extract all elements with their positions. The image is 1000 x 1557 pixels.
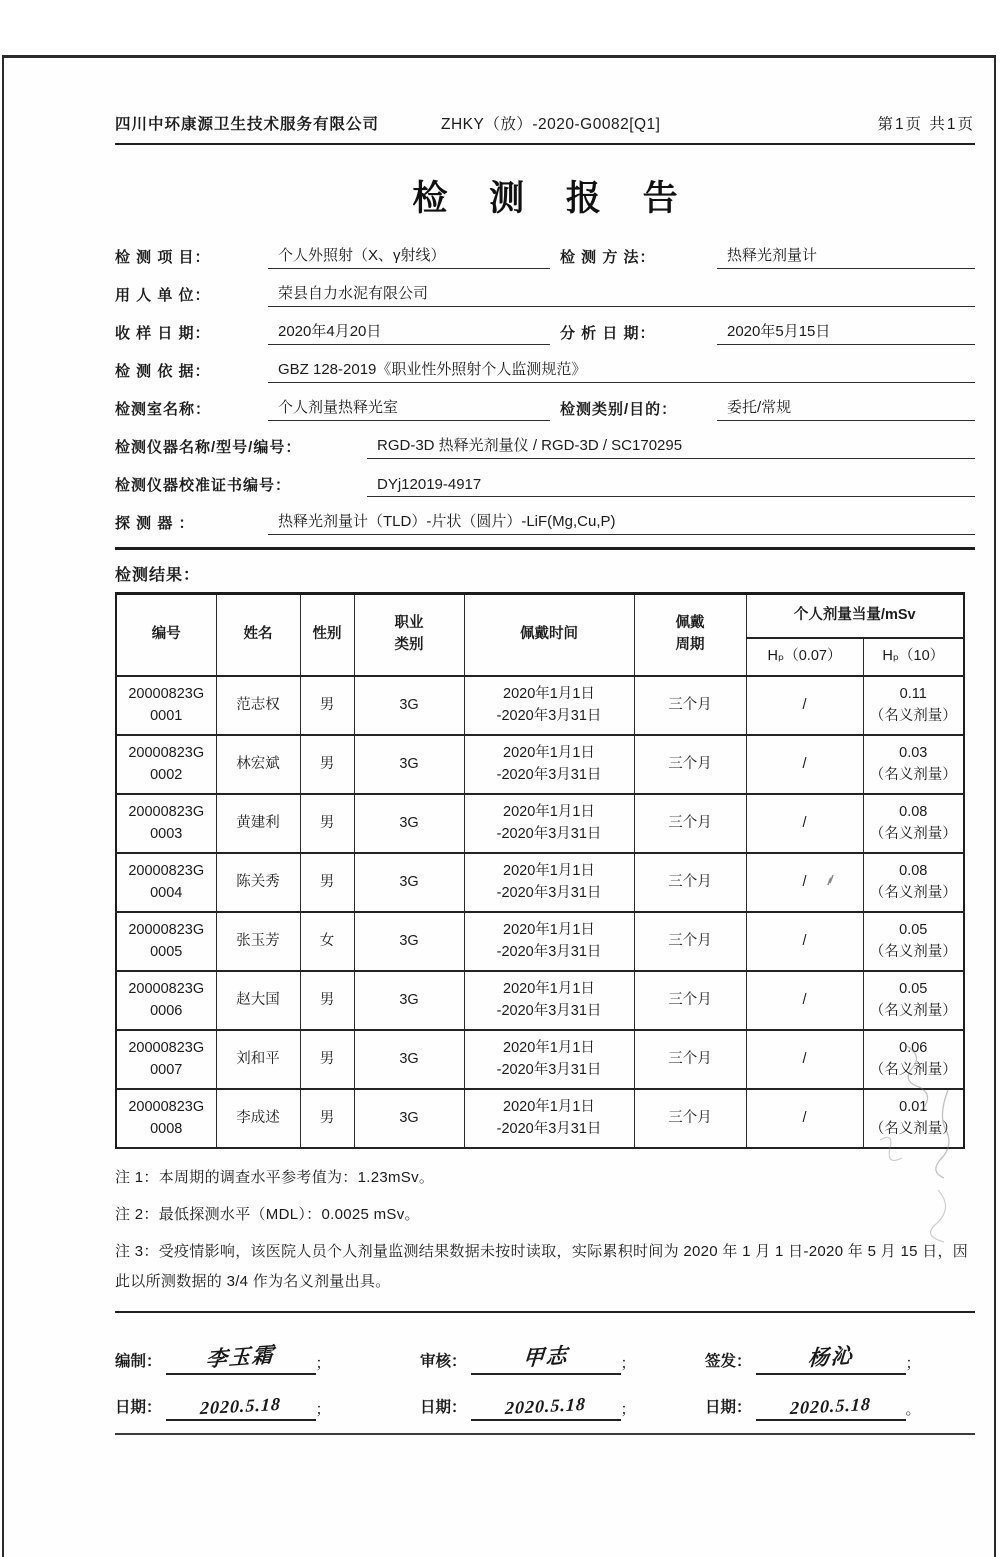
table-row: [116, 794, 964, 853]
cell-id: [116, 676, 216, 735]
col-header-job-line2: 类别: [394, 637, 424, 653]
cell-sex: 男: [300, 853, 354, 912]
cell-name: 李成述: [216, 1089, 300, 1148]
sample-date-label: 收 样 日 期：: [115, 325, 211, 342]
analysis-date-label: 分 析 日 期：: [560, 325, 656, 342]
signature-divider: [115, 1311, 975, 1313]
cell-id: [116, 1030, 216, 1089]
table-row: [116, 853, 964, 912]
hp10-note: （名义剂量）: [869, 707, 957, 724]
table-row: [116, 1030, 964, 1089]
time-line1: 2020年1月1日: [503, 744, 595, 761]
cell-job: 3G: [354, 1089, 464, 1148]
id-line1: 20000823G: [128, 685, 205, 702]
date-text: 2020.5.18: [199, 1393, 282, 1419]
prepared-date-line: [115, 1375, 420, 1421]
cell-job: 3G: [354, 853, 464, 912]
cell-wear-time: [464, 853, 634, 912]
cell-sex: 男: [300, 676, 354, 735]
reviewed-date-line: [420, 1375, 705, 1421]
hp10-value: 0.11: [899, 685, 927, 702]
cell-hp007: /: [746, 794, 863, 853]
results-section-label: 检测结果：: [115, 567, 201, 584]
test-item-value: 个人外照射（X、γ射线）: [268, 244, 550, 269]
note-2: 注 2：最低探测水平（MDL）：0.0025 mSv。: [115, 1206, 420, 1223]
time-line1: 2020年1月1日: [503, 921, 595, 938]
cell-cycle: 三个月: [634, 912, 746, 971]
hp10-value: 0.08: [899, 803, 928, 820]
punctuation: ；: [620, 1401, 636, 1418]
time-line1: 2020年1月1日: [503, 685, 595, 702]
prepared-date-label: 日期：: [115, 1399, 162, 1416]
id-line2: 0002: [150, 766, 183, 783]
cell-hp007: /: [746, 735, 863, 794]
hp10-value: 0.01: [899, 1098, 928, 1115]
cell-hp10: [863, 1089, 964, 1148]
cell-name: 赵大国: [216, 971, 300, 1030]
document-number: ZHKY（放）-2020-G0082[Q1]: [441, 116, 661, 133]
col-header-job-line1: 职业: [394, 615, 424, 632]
date-text: 2020.5.18: [504, 1393, 587, 1419]
table-row: [116, 912, 964, 971]
hp10-note: （名义剂量）: [869, 1061, 957, 1078]
issued-by-column: [705, 1329, 975, 1421]
punctuation: ；: [620, 1355, 636, 1372]
footer-rule: [115, 1433, 975, 1435]
signature-text: 甲志: [521, 1343, 570, 1371]
reviewed-by-line: [420, 1329, 705, 1375]
id-line1: 20000823G: [128, 921, 205, 938]
hp10-value: 0.05: [899, 980, 928, 997]
cell-wear-time: [464, 1089, 634, 1148]
test-basis-value: GBZ 128-2019《职业性外照射个人监测规范》: [268, 358, 975, 383]
cell-job: 3G: [354, 794, 464, 853]
instrument-label: 检测仪器名称/型号/编号：: [115, 439, 302, 456]
calibration-cert-value: DYj12019-4917: [367, 476, 975, 497]
test-method-label: 检 测 方 法：: [560, 249, 656, 266]
issued-by-label: 签发：: [705, 1353, 752, 1370]
cell-hp007: /: [746, 676, 863, 735]
notes-section: [115, 1163, 975, 1297]
time-line2: -2020年3月31日: [496, 766, 602, 783]
cell-sex: 女: [300, 912, 354, 971]
cell-hp10: [863, 676, 964, 735]
cell-job: 3G: [354, 676, 464, 735]
signature-text: 李玉霜: [205, 1342, 276, 1372]
cell-name: 张玉芳: [216, 912, 300, 971]
cell-wear-time: [464, 735, 634, 794]
cell-name: 范志权: [216, 676, 300, 735]
punctuation: ；: [315, 1355, 331, 1372]
cell-hp10: [863, 1030, 964, 1089]
col-header-job-category: [354, 594, 464, 677]
cell-job: 3G: [354, 1030, 464, 1089]
time-line1: 2020年1月1日: [503, 803, 595, 820]
id-line1: 20000823G: [128, 803, 205, 820]
cell-id: [116, 912, 216, 971]
note-3: 注 3：受疫情影响，该医院人员个人剂量监测结果数据未按时读取，实际累积时间为 2020 年 1 月 1 日-2020 年 5 月 15 日，因此以所测数据的 3/4 作为名义剂量出具。: [115, 1243, 969, 1290]
cell-cycle: 三个月: [634, 1089, 746, 1148]
detector-value: 热释光剂量计（TLD）-片状（圆片）-LiF(Mg,Cu,P): [268, 510, 975, 535]
id-line1: 20000823G: [128, 744, 205, 761]
cell-cycle: 三个月: [634, 1030, 746, 1089]
reviewed-by-label: 审核：: [420, 1353, 467, 1370]
employer-label: 用 人 单 位：: [115, 287, 211, 304]
id-line2: 0003: [150, 825, 183, 842]
cell-name: 陈关秀: [216, 853, 300, 912]
prepared-date-value: [166, 1393, 316, 1421]
date-text: 2020.5.18: [789, 1393, 872, 1419]
hp10-note: （名义剂量）: [869, 825, 957, 842]
calibration-cert-label: 检测仪器校准证书编号：: [115, 477, 292, 494]
time-line1: 2020年1月1日: [503, 1098, 595, 1115]
signature-block: [115, 1329, 975, 1421]
cell-hp007: /: [746, 1030, 863, 1089]
cell-wear-time: [464, 971, 634, 1030]
time-line1: 2020年1月1日: [503, 980, 595, 997]
cell-hp007: /: [746, 971, 863, 1030]
id-line1: 20000823G: [128, 1039, 205, 1056]
field-row-employer: [115, 269, 975, 307]
hp10-note: （名义剂量）: [869, 1002, 957, 1019]
cell-id: [116, 735, 216, 794]
lab-name-value: 个人剂量热释光室: [268, 396, 550, 421]
field-row-basis: [115, 345, 975, 383]
cell-sex: 男: [300, 1089, 354, 1148]
id-line2: 0007: [150, 1061, 183, 1078]
cell-hp007: /: [746, 853, 863, 912]
lab-name-label: 检测室名称：: [115, 401, 212, 418]
cell-cycle: 三个月: [634, 676, 746, 735]
time-line1: 2020年1月1日: [503, 1039, 595, 1056]
field-row-lab-category: [115, 383, 975, 421]
cell-wear-time: [464, 1030, 634, 1089]
hp10-note: （名义剂量）: [869, 884, 957, 901]
cell-id: [116, 853, 216, 912]
cell-sex: 男: [300, 971, 354, 1030]
cell-sex: 男: [300, 1030, 354, 1089]
col-header-dose-group: 个人剂量当量/mSv: [746, 594, 964, 639]
prepared-by-column: [115, 1329, 420, 1421]
section-divider: [115, 547, 975, 550]
prepared-by-line: [115, 1329, 420, 1375]
cell-hp10: [863, 735, 964, 794]
issued-date-label: 日期：: [705, 1399, 752, 1416]
cell-wear-time: [464, 912, 634, 971]
hp10-note: （名义剂量）: [869, 943, 957, 960]
cell-wear-time: [464, 794, 634, 853]
time-line2: -2020年3月31日: [496, 943, 602, 960]
note-1: 注 1：本周期的调查水平参考值为：1.23mSv。: [115, 1169, 435, 1186]
table-row: [116, 971, 964, 1030]
col-header-cycle-line2: 周期: [675, 637, 705, 653]
field-row-item-method: [115, 231, 975, 269]
test-category-label: 检测类别/目的：: [560, 401, 678, 418]
reviewed-date-label: 日期：: [420, 1399, 467, 1416]
id-line2: 0001: [150, 707, 183, 724]
cell-name: 黄建利: [216, 794, 300, 853]
document-header: [115, 112, 975, 145]
col-header-wear-cycle: [634, 594, 746, 677]
col-header-cycle-line1: 佩戴: [675, 615, 705, 632]
cell-cycle: 三个月: [634, 853, 746, 912]
cell-cycle: 三个月: [634, 971, 746, 1030]
hp10-note: （名义剂量）: [869, 766, 957, 783]
id-line2: 0004: [150, 884, 183, 901]
test-item-label: 检 测 项 目：: [115, 249, 211, 266]
punctuation: 。: [905, 1401, 921, 1418]
id-line1: 20000823G: [128, 1098, 205, 1115]
cell-sex: 男: [300, 735, 354, 794]
id-line2: 0006: [150, 1002, 183, 1019]
test-category-value: 委托/常规: [717, 396, 975, 421]
reviewed-date-value: [471, 1393, 621, 1421]
id-line1: 20000823G: [128, 862, 205, 879]
cell-job: 3G: [354, 735, 464, 794]
time-line2: -2020年3月31日: [496, 884, 602, 901]
cell-wear-time: [464, 676, 634, 735]
report-title: 检 测 报 告: [412, 179, 694, 218]
hp10-value: 0.06: [899, 1039, 928, 1056]
cell-id: [116, 794, 216, 853]
punctuation: ；: [905, 1355, 921, 1372]
cell-name: 刘和平: [216, 1030, 300, 1089]
time-line2: -2020年3月31日: [496, 1002, 602, 1019]
cell-hp10: [863, 853, 964, 912]
sample-date-value: 2020年4月20日: [268, 320, 550, 345]
cell-cycle: 三个月: [634, 794, 746, 853]
analysis-date-value: 2020年5月15日: [717, 320, 975, 345]
col-header-hp10: Hₚ（10）: [863, 638, 964, 676]
cell-job: 3G: [354, 912, 464, 971]
hp10-value: 0.05: [899, 921, 928, 938]
col-header-hp007: Hₚ（0.07）: [746, 638, 863, 676]
page-indicator: 第1页 共1页: [877, 116, 975, 133]
id-line2: 0008: [150, 1120, 183, 1137]
cell-sex: 男: [300, 794, 354, 853]
signature-text: 杨沁: [806, 1343, 855, 1371]
table-row: [116, 1089, 964, 1148]
hp10-note: （名义剂量）: [869, 1120, 957, 1137]
report-page: [115, 112, 975, 1421]
cell-hp007: /: [746, 1089, 863, 1148]
punctuation: ；: [315, 1401, 331, 1418]
col-header-sex: 性别: [300, 594, 354, 677]
col-header-id: 编号: [116, 594, 216, 677]
reviewed-by-signature: [471, 1341, 621, 1375]
col-header-wear-time: 佩戴时间: [464, 594, 634, 677]
results-table: [115, 592, 965, 1149]
cell-hp10: [863, 912, 964, 971]
detector-label: 探 测 器 ：: [115, 515, 195, 532]
id-line2: 0005: [150, 943, 183, 960]
reviewed-by-column: [420, 1329, 705, 1421]
employer-value: 荣县自力水泥有限公司: [268, 282, 975, 307]
cell-hp007: /: [746, 912, 863, 971]
test-method-value: 热释光剂量计: [717, 244, 975, 269]
table-row: [116, 676, 964, 735]
time-line2: -2020年3月31日: [496, 1120, 602, 1137]
time-line2: -2020年3月31日: [496, 1061, 602, 1078]
report-info-fields: [115, 231, 975, 535]
cell-cycle: 三个月: [634, 735, 746, 794]
col-header-name: 姓名: [216, 594, 300, 677]
issued-by-signature: [756, 1341, 906, 1375]
time-line2: -2020年3月31日: [496, 825, 602, 842]
issued-by-line: [705, 1329, 975, 1375]
test-basis-label: 检 测 依 据：: [115, 363, 211, 380]
time-line2: -2020年3月31日: [496, 707, 602, 724]
cell-id: [116, 1089, 216, 1148]
cell-id: [116, 971, 216, 1030]
hp10-value: 0.03: [899, 744, 928, 761]
cell-hp10: [863, 794, 964, 853]
field-row-detector: [115, 497, 975, 535]
prepared-by-label: 编制：: [115, 1353, 162, 1370]
hp10-value: 0.08: [899, 862, 928, 879]
cell-hp10: [863, 971, 964, 1030]
table-row: [116, 735, 964, 794]
company-name: 四川中环康源卫生技术服务有限公司: [115, 116, 380, 133]
field-row-certificate: [115, 459, 975, 497]
issued-date-value: [756, 1393, 906, 1421]
prepared-by-signature: [166, 1341, 316, 1375]
instrument-value: RGD-3D 热释光剂量仪 / RGD-3D / SC170295: [367, 434, 975, 459]
cell-job: 3G: [354, 971, 464, 1030]
issued-date-line: [705, 1375, 975, 1421]
field-row-instrument: [115, 421, 975, 459]
time-line1: 2020年1月1日: [503, 862, 595, 879]
cell-name: 林宏斌: [216, 735, 300, 794]
id-line1: 20000823G: [128, 980, 205, 997]
field-row-dates: [115, 307, 975, 345]
